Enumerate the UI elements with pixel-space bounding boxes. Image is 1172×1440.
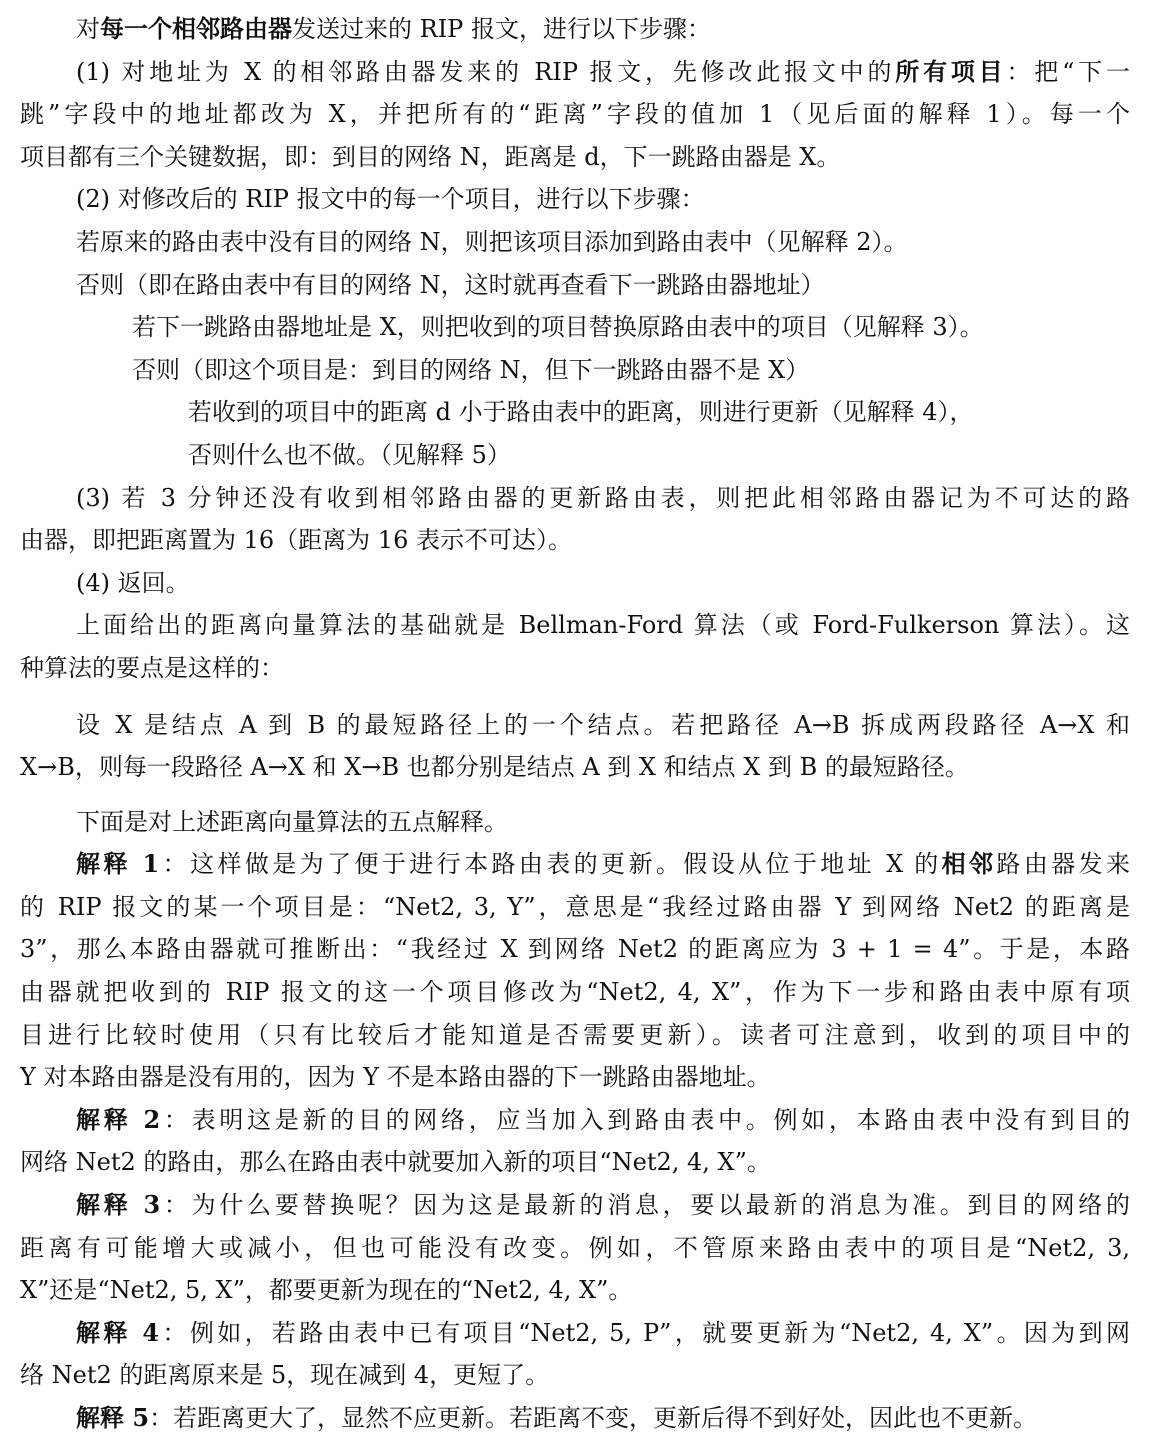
exp3-line3: X”还是“Net2, 5, X”，都要更新为现在的“Net2, 4, X”。 [20,1276,633,1305]
exp3-text: ：为什么要替换呢？因为这是最新的消息，要以最新的消息为准。到目的网络的 [160,1191,1130,1220]
step2-line7: 否则什么也不做。（见解释 5） [188,440,511,469]
exp2-line2: 网络 Net2 的路由，那么在路由表中就要加入新的项目“Net2, 4, X”。 [20,1148,771,1177]
exp3-line1 [20,1184,1130,1227]
exp3-label: 解释 3 [76,1190,161,1220]
exp1-text-bold: 相邻 [941,849,997,879]
exp2-text: ：表明这是新的目的网络，应当加入到路由表中。例如，本路由表中没有到目的 [160,1105,1130,1134]
exp4-line2: 络 Net2 的距离原来是 5，现在减到 4，更短了。 [20,1361,550,1390]
basis-line2: 种算法的要点是这样的： [20,653,284,682]
step2-line3: 否则（即在路由表中有目的网络 N，这时就再查看下一跳路由器地址） [76,270,825,299]
exp1-text-pre: ：这样做是为了便于进行本路由表的更新。假设从位于地址 X 的 [159,850,942,879]
exp4-text: ：例如，若路由表中已有项目“Net2, 5, P”，就要更新为“Net2, 4, X”。因为到网 [159,1318,1130,1347]
exp2-line1 [20,1099,1130,1142]
exp1-line2: 的 RIP 报文的某一个项目是：“Net2, 3, Y”，意思是“我经过路由器 Y 到网络 Net2 的距离是 [20,892,1130,921]
exp1-line1 [20,843,1130,886]
intro-line [20,8,1130,51]
section-gap [20,789,1130,801]
intro-text-bold: 每一个相邻路由器 [100,14,292,43]
exp2-label: 解释 2 [76,1104,161,1134]
exp5-label: 解释 5 [76,1403,150,1432]
exp4-label: 解释 4 [76,1317,160,1347]
step1-text-post: ：把“下一 [1006,57,1130,86]
step1-line1 [20,51,1130,94]
step1-line2: 跳”字段中的地址都改为 X，并把所有的“距离”字段的值加 1（见后面的解释 1）。每一个 [20,100,1130,129]
step2-line1: (2) 对修改后的 RIP 报文中的每一个项目，进行以下步骤： [76,185,705,214]
principle-line1: 设 X 是结点 A 到 B 的最短路径上的一个结点。若把路径 A→B 拆成两段路径 A→X 和 [76,710,1130,739]
step3-line1: (3) 若 3 分钟还没有收到相邻路由器的更新路由表，则把此相邻路由器记为不可达的路 [76,483,1130,512]
step2-line4: 若下一跳路由器地址是 X，则把收到的项目替换原路由表中的项目（见解释 3）。 [132,313,984,342]
exp3-line2: 距离有可能增大或减小，但也可能没有改变。例如，不管原来路由表中的项目是“Net2, 3, [20,1233,1130,1262]
step1-text-pre: (1) 对地址为 X 的相邻路由器发来的 RIP 报文，先修改此报文中的 [76,57,896,86]
exp5-text: ：若距离更大了，显然不应更新。若距离不变，更新后得不到好处，因此也不更新。 [149,1404,1038,1432]
step4-line1: (4) 返回。 [76,568,190,597]
step3-line2: 由器，即把距离置为 16（距离为 16 表示不可达）。 [20,526,572,555]
document-page [20,8,1130,1440]
exp1-label: 解释 1 [76,849,160,879]
step2-line5: 否则（即这个项目是：到目的网络 N，但下一跳路由器不是 X） [132,355,810,384]
exp1-line3: 3”，那么本路由器就可推断出：“我经过 X 到网络 Net2 的距离应为 3 + 1 = 4”。于是，本路 [20,935,1130,964]
exp4-line1 [20,1312,1130,1355]
principle-line2: X→B，则每一段路径 A→X 和 X→B 也都分别是结点 A 到 X 和结点 X 到 B 的最短路径。 [20,753,969,782]
section-gap [20,690,1130,704]
exp1-line4: 由器就把收到的 RIP 报文的这一个项目修改为“Net2, 4, X”，作为下一步和路由表中原有项 [20,978,1130,1007]
explanations-intro: 下面是对上述距离向量算法的五点解释。 [76,807,508,836]
step1-text-bold: 所有项目 [895,56,1007,86]
exp1-line6: Y 对本路由器是没有用的，因为 Y 不是本路由器的下一跳路由器地址。 [20,1063,771,1092]
basis-line1: 上面给出的距离向量算法的基础就是 Bellman-Ford 算法（或 Ford-Fulkerson 算法）。这 [76,611,1130,640]
exp1-text-post: 路由器发来 [996,850,1130,879]
step1-line3: 项目都有三个关键数据，即：到目的网络 N，距离是 d，下一跳路由器是 X。 [20,142,841,171]
intro-text-pre: 对 [76,15,100,43]
step2-line6: 若收到的项目中的距离 d 小于路由表中的距离，则进行更新（见解释 4）， [188,398,974,427]
exp1-line5: 目进行比较时使用（只有比较后才能知道是否需要更新）。读者可注意到，收到的项目中的 [20,1020,1130,1049]
exp5-line1 [20,1397,1130,1440]
intro-text-post: 发送过来的 RIP 报文，进行以下步骤： [292,15,711,43]
step2-line2: 若原来的路由表中没有目的网络 N，则把该项目添加到路由表中（见解释 2）。 [76,227,908,256]
